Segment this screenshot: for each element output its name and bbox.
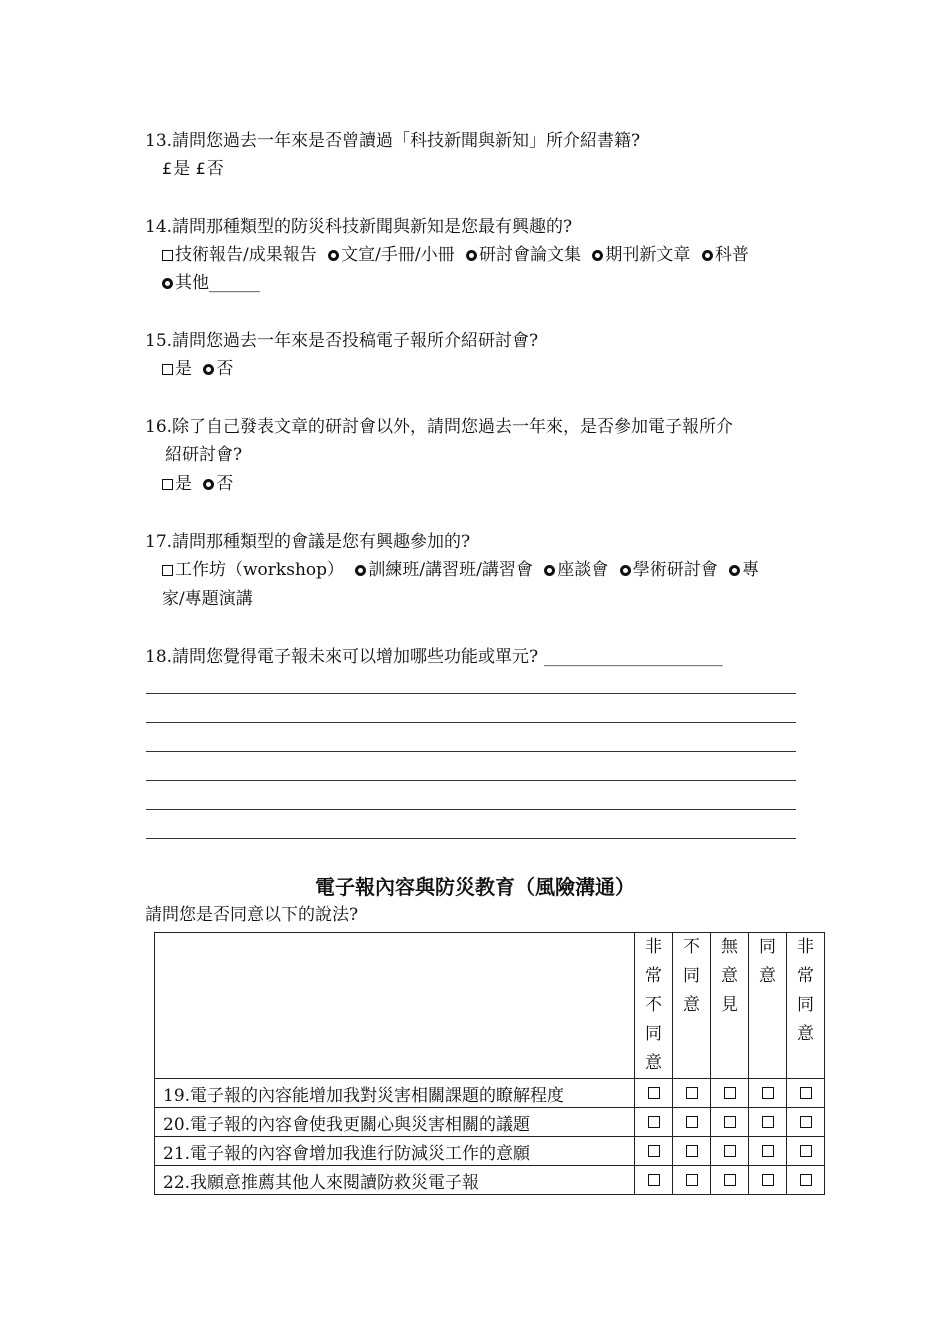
q14-option-proceedings: 研討會論文集 [479, 245, 582, 265]
checkbox-icon[interactable] [800, 1174, 812, 1186]
checkbox-icon[interactable] [648, 1174, 660, 1186]
q13-options [162, 157, 224, 181]
table-row [155, 1079, 825, 1108]
question-17: 17.請問那種類型的會議是您有興趣參加的? [145, 532, 471, 552]
radio-icon[interactable] [544, 565, 555, 576]
checkbox-icon[interactable] [724, 1174, 736, 1186]
checkbox-icon[interactable] [686, 1116, 698, 1128]
q17-option-conference: 學術研討會 [632, 560, 718, 580]
row-question: 19.電子報的內容能增加我對災害相關課題的瞭解程度 [155, 1079, 635, 1108]
checkbox-glyph-icon[interactable]: £ [195, 159, 206, 178]
question-13: 13.請問您過去一年來是否曾讀過「科技新聞與新知」所介紹書籍? [145, 131, 641, 151]
agreement-table [154, 932, 825, 1195]
checkbox-icon[interactable] [724, 1116, 736, 1128]
checkbox-icon[interactable] [800, 1087, 812, 1099]
q14-option-journal: 期刊新文章 [605, 245, 691, 265]
checkbox-icon[interactable] [686, 1087, 698, 1099]
row-question: 21.電子報的內容會增加我進行防減災工作的意願 [155, 1137, 635, 1166]
header-agree: 同意 [749, 933, 787, 1079]
checkbox-icon[interactable] [162, 364, 173, 375]
q17-option-training: 訓練班/講習班/講習會 [368, 560, 533, 580]
section-prompt: 請問您是否同意以下的說法? [145, 905, 359, 925]
q17-option-forum: 座談會 [557, 560, 609, 580]
q16-options [162, 472, 233, 496]
radio-icon[interactable] [328, 250, 339, 261]
answer-line[interactable] [146, 751, 796, 752]
row-question: 20.電子報的內容會使我更關心與災害相關的議題 [155, 1108, 635, 1137]
q13-option-no: 否 [206, 159, 224, 179]
q14-option-popsci: 科普 [714, 245, 749, 265]
header-blank-cell [155, 933, 635, 1079]
radio-icon[interactable] [203, 364, 214, 375]
radio-icon[interactable] [466, 250, 477, 261]
question-16-cont: 紹研討會? [165, 445, 243, 465]
header-strongly-agree: 非常同意 [787, 933, 825, 1079]
row-question: 22.我願意推薦其他人來閱讀防救災電子報 [155, 1166, 635, 1195]
answer-line[interactable] [146, 809, 796, 810]
checkbox-icon[interactable] [800, 1145, 812, 1157]
q14-option-tech-report: 技術報告/成果報告 [175, 245, 317, 265]
q14-option-other: 其他______ [175, 273, 260, 293]
answer-blank[interactable]: _____________________ [544, 647, 723, 667]
radio-icon[interactable] [355, 565, 366, 576]
radio-icon[interactable] [592, 250, 603, 261]
header-neutral: 無意見 [711, 933, 749, 1079]
checkbox-icon[interactable] [762, 1174, 774, 1186]
checkbox-icon[interactable] [648, 1145, 660, 1157]
question-18-text: 18.請問您覺得電子報未來可以增加哪些功能或單元? [145, 647, 539, 667]
q15-options [162, 357, 233, 381]
checkbox-icon[interactable] [686, 1145, 698, 1157]
checkbox-glyph-icon[interactable]: £ [162, 159, 173, 178]
table-row [155, 1137, 825, 1166]
checkbox-icon[interactable] [648, 1087, 660, 1099]
q17-option-lecture: 專 [742, 560, 760, 580]
question-18 [145, 645, 723, 669]
question-14: 14.請問那種類型的防災科技新聞與新知是您最有興趣的? [145, 217, 573, 237]
radio-icon[interactable] [162, 278, 173, 289]
checkbox-icon[interactable] [162, 565, 173, 576]
q14-option-brochure: 文宣/手冊/小冊 [341, 245, 455, 265]
header-strongly-disagree: 非常不同意 [635, 933, 673, 1079]
checkbox-icon[interactable] [648, 1116, 660, 1128]
answer-line[interactable] [146, 838, 796, 839]
table-row [155, 1108, 825, 1137]
radio-icon[interactable] [702, 250, 713, 261]
checkbox-icon[interactable] [762, 1145, 774, 1157]
answer-line[interactable] [146, 780, 796, 781]
table-row [155, 1166, 825, 1195]
q15-option-yes: 是 [175, 359, 192, 379]
q15-option-no: 否 [216, 359, 234, 379]
answer-line[interactable] [146, 693, 796, 694]
question-15: 15.請問您過去一年來是否投稿電子報所介紹研討會? [145, 331, 539, 351]
checkbox-icon[interactable] [762, 1116, 774, 1128]
header-disagree: 不同意 [673, 933, 711, 1079]
q14-options-row1 [162, 243, 749, 267]
checkbox-icon[interactable] [762, 1087, 774, 1099]
q17-options-row1 [162, 558, 759, 582]
q13-option-yes: 是 [173, 159, 191, 179]
q17-options-row2: 家/專題演講 [162, 589, 253, 609]
checkbox-icon[interactable] [724, 1145, 736, 1157]
checkbox-icon[interactable] [800, 1116, 812, 1128]
q16-option-no: 否 [216, 474, 234, 494]
checkbox-icon[interactable] [162, 479, 173, 490]
checkbox-icon[interactable] [724, 1087, 736, 1099]
radio-icon[interactable] [203, 479, 214, 490]
q17-option-workshop: 工作坊（workshop） [175, 560, 345, 580]
radio-icon[interactable] [620, 565, 631, 576]
table-header-row [155, 933, 825, 1079]
answer-line[interactable] [146, 722, 796, 723]
checkbox-icon[interactable] [686, 1174, 698, 1186]
section-title: 電子報內容與防災教育（風險溝通） [315, 875, 635, 899]
q14-options-row2 [162, 271, 260, 295]
radio-icon[interactable] [729, 565, 740, 576]
checkbox-icon[interactable] [162, 250, 173, 261]
question-16: 16.除了自己發表文章的研討會以外，請問您過去一年來，是否參加電子報所介 [145, 417, 734, 437]
q16-option-yes: 是 [175, 474, 192, 494]
